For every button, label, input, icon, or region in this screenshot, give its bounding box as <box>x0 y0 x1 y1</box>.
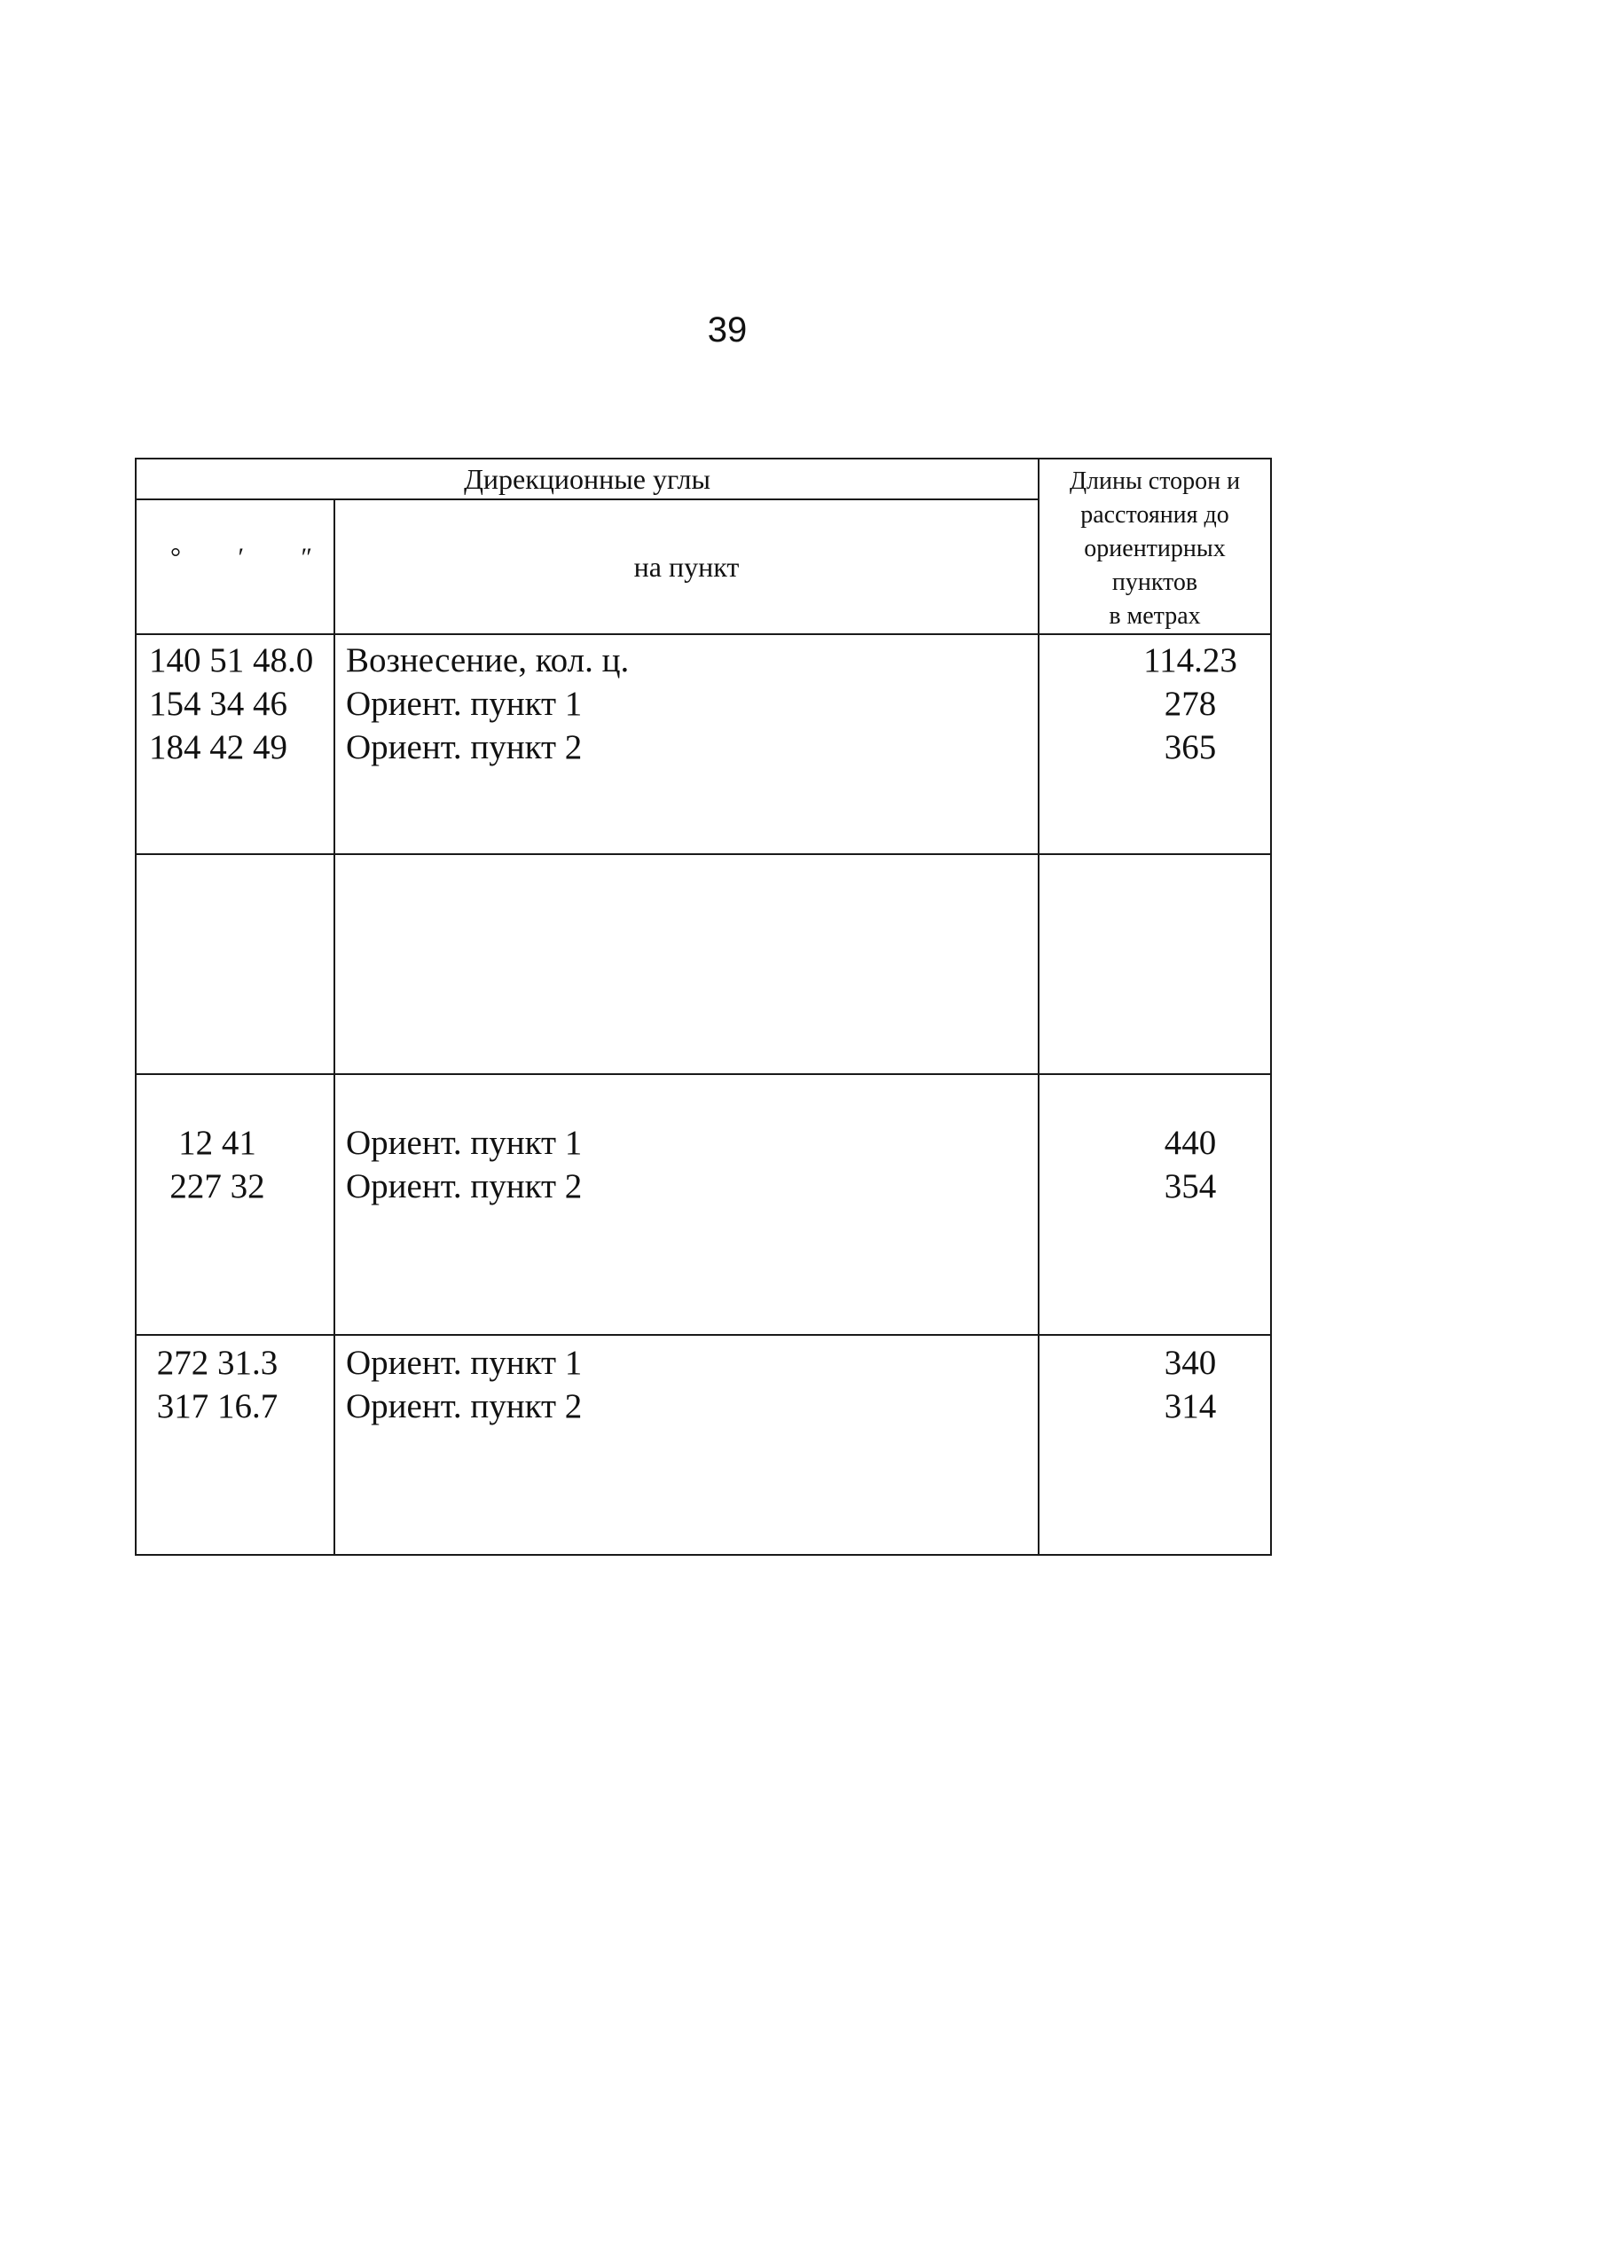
angle-value: 154 34 46 <box>149 685 287 723</box>
angle-value: 140 51 48.0 <box>149 641 314 679</box>
header-distances-line: расстояния до <box>1080 501 1229 529</box>
header-to-point: на пункт <box>334 499 1039 634</box>
second-symbol: ″ <box>301 543 312 572</box>
distance-cell <box>1039 634 1271 854</box>
distance-cell <box>1039 854 1271 1074</box>
distance-value: 354 <box>1164 1167 1217 1205</box>
distance-value: 278 <box>1164 685 1217 723</box>
distance-cell <box>1039 1335 1271 1555</box>
header-angle-units <box>136 499 334 634</box>
table-row-group <box>136 1074 1271 1335</box>
table-row-group-empty <box>136 854 1271 1074</box>
distance-value: 365 <box>1164 728 1217 766</box>
point-name: Ориент. пункт 2 <box>346 728 583 766</box>
angle-value: 227 32 <box>169 1167 265 1205</box>
angle-cell <box>136 854 334 1074</box>
point-cell <box>334 634 1039 854</box>
header-distances-line: ориентирных <box>1084 535 1226 562</box>
point-cell <box>334 854 1039 1074</box>
point-name: Вознесение, кол. ц. <box>346 641 630 679</box>
angle-cell <box>136 1074 334 1335</box>
angle-cell <box>136 634 334 854</box>
page-number: 39 <box>707 310 748 349</box>
point-cell <box>334 1335 1039 1555</box>
header-distances <box>1039 459 1271 634</box>
distance-value: 440 <box>1164 1124 1217 1162</box>
angle-value: 317 16.7 <box>156 1387 279 1425</box>
point-name: Ориент. пункт 1 <box>346 685 583 723</box>
minute-symbol: ′ <box>238 543 245 572</box>
angle-value: 272 31.3 <box>156 1344 279 1382</box>
point-name: Ориент. пункт 1 <box>346 1344 583 1382</box>
distance-value: 340 <box>1164 1344 1217 1382</box>
directional-angles-table <box>135 458 1272 1556</box>
point-name: Ориент. пункт 2 <box>346 1167 583 1205</box>
angle-value: 184 42 49 <box>149 728 287 766</box>
header-row-top <box>136 459 1271 499</box>
degree-symbol: ° <box>170 543 181 572</box>
angle-value: 12 41 <box>178 1124 256 1162</box>
distance-value: 314 <box>1164 1387 1217 1425</box>
point-name: Ориент. пункт 2 <box>346 1387 583 1425</box>
table-row-group <box>136 1335 1271 1555</box>
distance-cell <box>1039 1074 1271 1335</box>
table-row-group <box>136 634 1271 854</box>
header-distances-line: в метрах <box>1109 602 1201 630</box>
angle-cell <box>136 1335 334 1555</box>
header-distances-line: Длины сторон и <box>1069 467 1241 495</box>
point-cell <box>334 1074 1039 1335</box>
point-name: Ориент. пункт 1 <box>346 1124 583 1162</box>
distance-value: 114.23 <box>1143 641 1237 679</box>
header-distances-line: пунктов <box>1111 569 1198 596</box>
header-directional-angles: Дирекционные углы <box>136 459 1039 499</box>
